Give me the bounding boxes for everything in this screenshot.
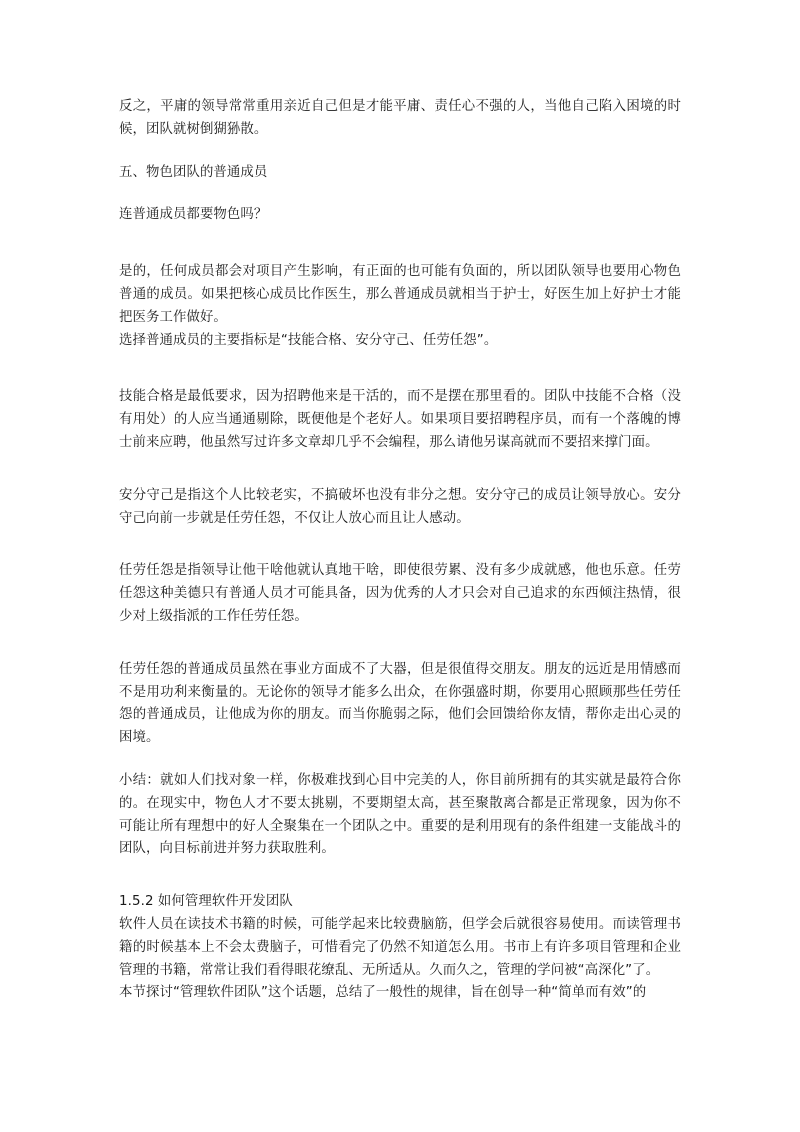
paragraph-answer: 是的，任何成员都会对项目产生影响，有正面的也可能有负面的，所以团队领导也要用心物色普通的成员。如果把核心成员比作医生，那么普通成员就相当于护士，好医生加上好护士才能把医务工作做好。 <box>119 264 681 325</box>
paragraph-dutiful: 安分守己是指这个人比较老实，不搞破坏也没有非分之想。安分守己的成员让领导放心。安分守己向前一步就是任劳任怨，不仅让人放心而且让人感动。 <box>119 487 681 526</box>
paragraph-question: 连普通成员都要物色吗？ <box>119 207 268 223</box>
section-heading-ordinary-members: 五、物色团队的普通成员 <box>119 164 268 180</box>
document-page <box>119 96 681 1005</box>
paragraph-mediocre-leader: 反之，平庸的领导常常重用亲近自己但是才能平庸、责任心不强的人，当他自己陷入困境的时候，团队就树倒猢狲散。 <box>119 99 681 137</box>
paragraph-hardworking: 任劳任怨是指领导让他干啥他就认真地干啥，即使很劳累、没有多少成就感，他也乐意。任劳任怨这种美德只有普通人员才可能具备，因为优秀的人才只会对自己追求的东西倾注热情，很少对上级指派的工作任劳任怨。 <box>119 563 681 624</box>
paragraph-summary: 小结：就如人们找对象一样，你极难找到心目中完美的人，你目前所拥有的其实就是最符合你的。在现实中，物色人才不要太挑剔，不要期望太高，甚至聚散离合都是正常现象，因为你不可能让所有理想中的好人全聚集在一个团队之中。重要的是利用现有的条件组建一支能战斗的团队，向目标前进并努力获取胜利。 <box>119 772 681 857</box>
paragraph-software-people: 软件人员在读技术书籍的时候，可能学起来比较费脑筋，但学会后就很容易使用。而读管理书籍的时候基本上不会太费脑子，可惜看完了仍然不知道怎么用。书市上有许多项目管理和企业管理的书籍，常常让我们看得眼花缭乱、无所适从。久而久之，管理的学问被“高深化”了。 <box>119 916 681 978</box>
section-heading-1-5-2: 1.5.2 如何管理软件开发团队 <box>119 894 293 910</box>
paragraph-criteria: 选择普通成员的主要指标是“技能合格、安分守己、任劳任怨”。 <box>119 332 498 348</box>
paragraph-skill: 技能合格是最低要求，因为招聘他来是干活的，而不是摆在那里看的。团队中技能不合格（没有用处）的人应当通通剔除，既便他是个老好人。如果项目要招聘程序员，而有一个落魄的博士前来应聘，他虽然写过许多文章却几乎不会编程，那么请他另谋高就而不要招来撑门面。 <box>119 389 681 450</box>
paragraph-section-intro: 本节探讨“管理软件团队”这个话题，总结了一般性的规律，旨在创导一种“简单而有效”的 <box>119 985 647 1001</box>
paragraph-friendship: 任劳任怨的普通成员虽然在事业方面成不了大器，但是很值得交朋友。朋友的远近是用情感而不是用功利来衡量的。无论你的领导才能多么出众，在你强盛时期，你要用心照顾那些任劳任怨的普通成员，让他成为你的朋友。而当你脆弱之际，他们会回馈给你友情，帮你走出心灵的困境。 <box>119 661 681 746</box>
